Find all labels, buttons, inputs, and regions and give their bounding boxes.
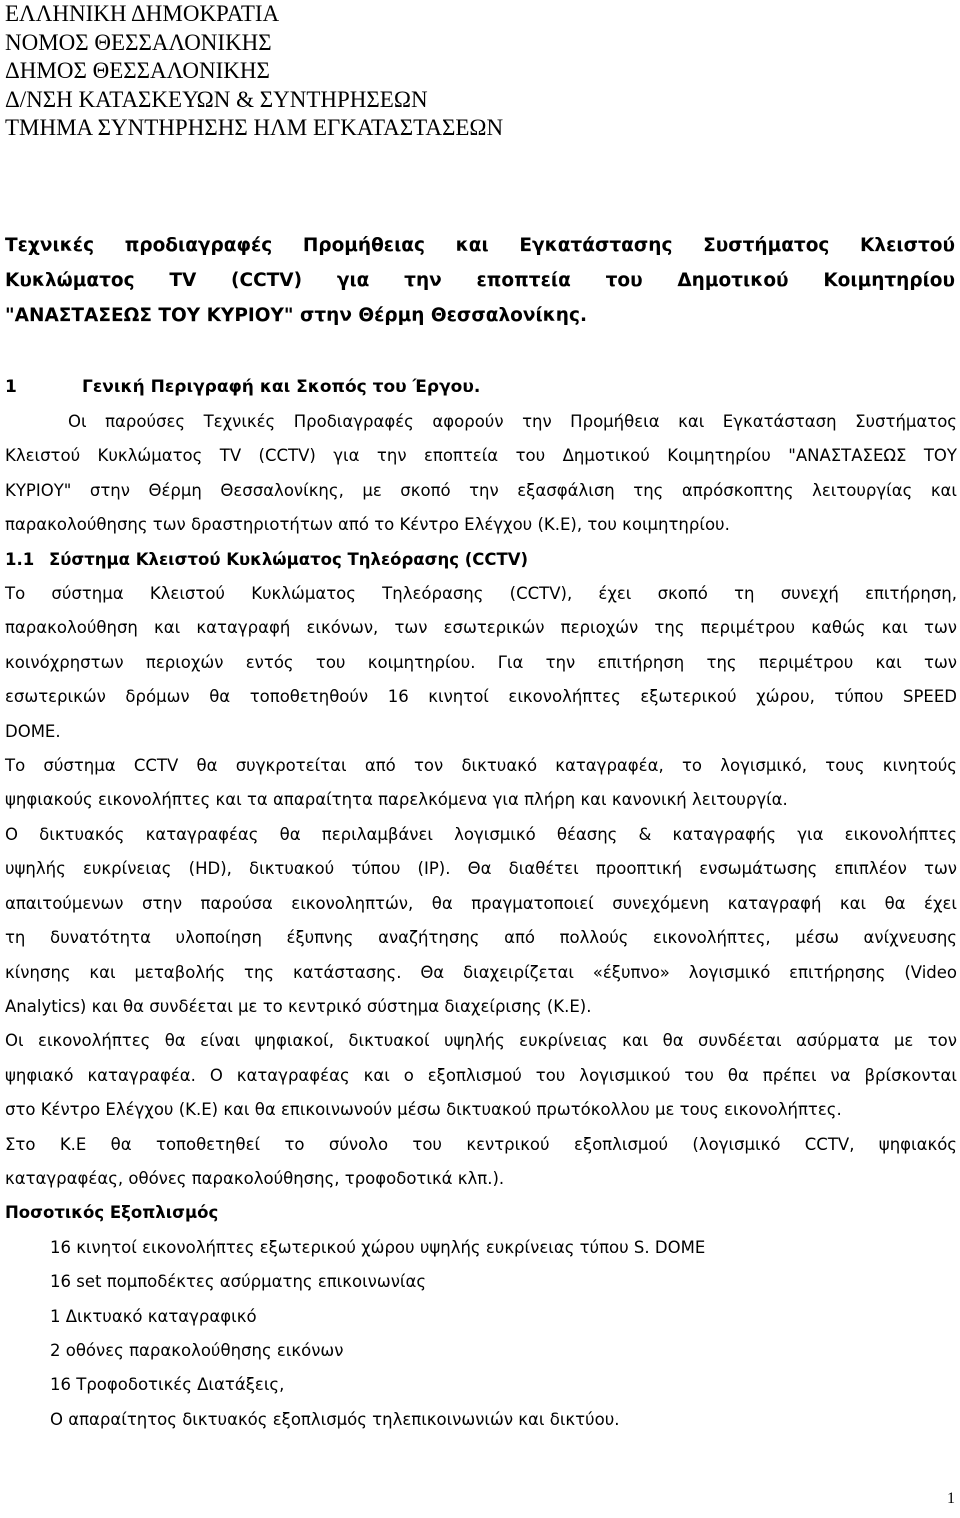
title-line: Κυκλώματος TV (CCTV) για την εποπτεία του Δημοτικού Κοιμητηρίου [5, 270, 955, 291]
paragraph-line: στο Κέντρο Ελέγχου (Κ.Ε) και θα επικοινωνούν μέσω δικτυακού πρωτόκολλου με τους εικονολήπτες. [5, 1100, 842, 1120]
paragraph-line: Οι παρούσες Τεχνικές Προδιαγραφές αφορούν την Προμήθεια και Εγκατάσταση Συστήματος [68, 412, 957, 431]
paragraph-line: ψηφιακό καταγραφέα. Ο καταγραφέας και ο εξοπλισμού του λογισμικού του θα πρέπει να βρίσκονται [5, 1065, 957, 1085]
equipment-item: 1 Δικτυακό καταγραφικό [50, 1306, 257, 1326]
section-title: Σύστημα Κλειστού Κυκλώματος Τηλεόρασης (CCTV) [49, 549, 529, 569]
header-line: ΝΟΜΟΣ ΘΕΣΣΑΛΟΝΙΚΗΣ [5, 29, 272, 55]
paragraph-line: Κλειστού Κυκλώματος TV (CCTV) για την εποπτεία του Δημοτικού Κοιμητηρίου "ΑΝΑΣΤΑΣΕΩΣ ΤΟΥ [5, 446, 957, 466]
paragraph-line: καταγραφέας, οθόνες παρακολούθησης, τροφοδοτικά κλπ.). [5, 1168, 505, 1188]
equipment-item: 16 set πομποδέκτες ασύρματης επικοινωνίας [50, 1272, 427, 1292]
page-number: 1 [947, 1490, 955, 1507]
equipment-item: 16 Τροφοδοτικές Διατάξεις, [50, 1375, 285, 1395]
paragraph-line: ΚΥΡΙΟΥ" στην Θέρμη Θεσσαλονίκης, με σκοπό την εξασφάλιση της απρόσκοπτης λειτουργίας και [5, 480, 957, 500]
paragraph-line: Στο Κ.Ε θα τοποθετηθεί το σύνολο του κεντρικού εξοπλισμού (λογισμικό CCTV, ψηφιακός [5, 1134, 957, 1154]
paragraph-line: Ο δικτυακός καταγραφέας θα περιλαμβάνει λογισμικό θέασης & καταγραφής για εικονολήπτες [5, 824, 957, 844]
paragraph-line: κοινόχρηστων περιοχών εντός του κοιμητηρίου. Για την επιτήρηση της περιμέτρου και των [5, 652, 957, 672]
paragraph-line: υψηλής ευκρίνειας (HD), δικτυακού τύπου (IP). Θα διαθέτει προοπτική ενσωμάτωσης επιπλέον των [5, 859, 957, 879]
paragraph-line: τη δυνατότητα υλοποίηση έξυπνης αναζήτησης από πολλούς εικονολήπτες, μέσω ανίχνευσης [5, 928, 957, 948]
paragraph-line: DOME. [5, 721, 61, 741]
document-title [5, 228, 955, 333]
equipment-heading: Ποσοτικός Εξοπλισμός [5, 1203, 219, 1223]
title-line: "ΑΝΑΣΤΑΣΕΩΣ ΤΟΥ ΚΥΡΙΟΥ" στην Θέρμη Θεσσαλονίκης. [5, 305, 587, 326]
header-line: Δ/ΝΣΗ ΚΑΤΑΣΚΕΥΩΝ & ΣΥΝΤΗΡΗΣΕΩΝ [5, 86, 428, 112]
paragraph-line: παρακολούθησης των δραστηριοτήτων από το Κέντρο Ελέγχου (Κ.Ε), του κοιμητηρίου. [5, 515, 730, 535]
section-1-1-heading [5, 543, 957, 577]
header-line: ΤΜΗΜΑ ΣΥΝΤΗΡΗΣΗΣ ΗΛΜ ΕΓΚΑΤΑΣΤΑΣΕΩΝ [5, 115, 504, 140]
section-number: 1.1 [5, 549, 35, 569]
paragraph-line: Το σύστημα CCTV θα συγκροτείται από τον δικτυακό καταγραφέα, το λογισμικό, τους κινητούς [5, 756, 957, 776]
header-line: ΔΗΜΟΣ ΘΕΣΣΑΛΟΝΙΚΗΣ [5, 58, 270, 83]
equipment-item: 2 οθόνες παρακολούθησης εικόνων [50, 1340, 344, 1360]
section-title: Γενική Περιγραφή και Σκοπός του Έργου. [82, 377, 481, 397]
document-body [5, 405, 957, 1437]
equipment-item: 16 κινητοί εικονολήπτες εξωτερικού χώρου υψηλής ευκρίνειας τύπου S. DOME [50, 1237, 706, 1257]
document-header [5, 0, 503, 143]
equipment-item: Ο απαραίτητος δικτυακός εξοπλισμός τηλεπικοινωνιών και δικτύου. [50, 1409, 620, 1429]
paragraph-line: Analytics) και θα συνδέεται με το κεντρικό σύστημα διαχείρισης (Κ.Ε). [5, 996, 592, 1016]
paragraph-line: εσωτερικών δρόμων θα τοποθετηθούν 16 κινητοί εικονολήπτες εξωτερικού χώρου, τύπου SPEED [5, 687, 957, 707]
header-line: ΕΛΛΗΝΙΚΗ ΔΗΜΟΚΡΑΤΙΑ [5, 1, 280, 26]
paragraph-line: παρακολούθηση και καταγραφή εικόνων, των εσωτερικών περιοχών της περιμέτρου καθώς και των [5, 618, 957, 638]
section-number: 1 [5, 377, 17, 397]
title-line: Τεχνικές προδιαγραφές Προμήθειας και Εγκατάστασης Συστήματος Κλειστού [5, 235, 955, 256]
paragraph-line: Το σύστημα Κλειστού Κυκλώματος Τηλεόρασης (CCTV), έχει σκοπό τη συνεχή επιτήρηση, [5, 584, 957, 604]
paragraph-line: κίνησης και μεταβολής της κατάστασης. Θα διαχειρίζεται «έξυπνο» λογισμικό επιτήρησης (Video [5, 962, 957, 982]
paragraph-line: ψηφιακούς εικονολήπτες και τα απαραίτητα παρελκόμενα για πλήρη και κανονική λειτουργία. [5, 790, 788, 810]
paragraph-line: Οι εικονολήπτες θα είναι ψηφιακοί, δικτυακοί υψηλής ευκρίνειας και θα συνδέεται ασύρματα με τον [5, 1031, 957, 1051]
paragraph-line: απαιτούμενων στην παρούσα εικονοληπτών, θα πραγματοποιεί συνεχόμενη καταγραφή και θα έχει [5, 893, 957, 913]
section-1-heading [5, 377, 480, 397]
